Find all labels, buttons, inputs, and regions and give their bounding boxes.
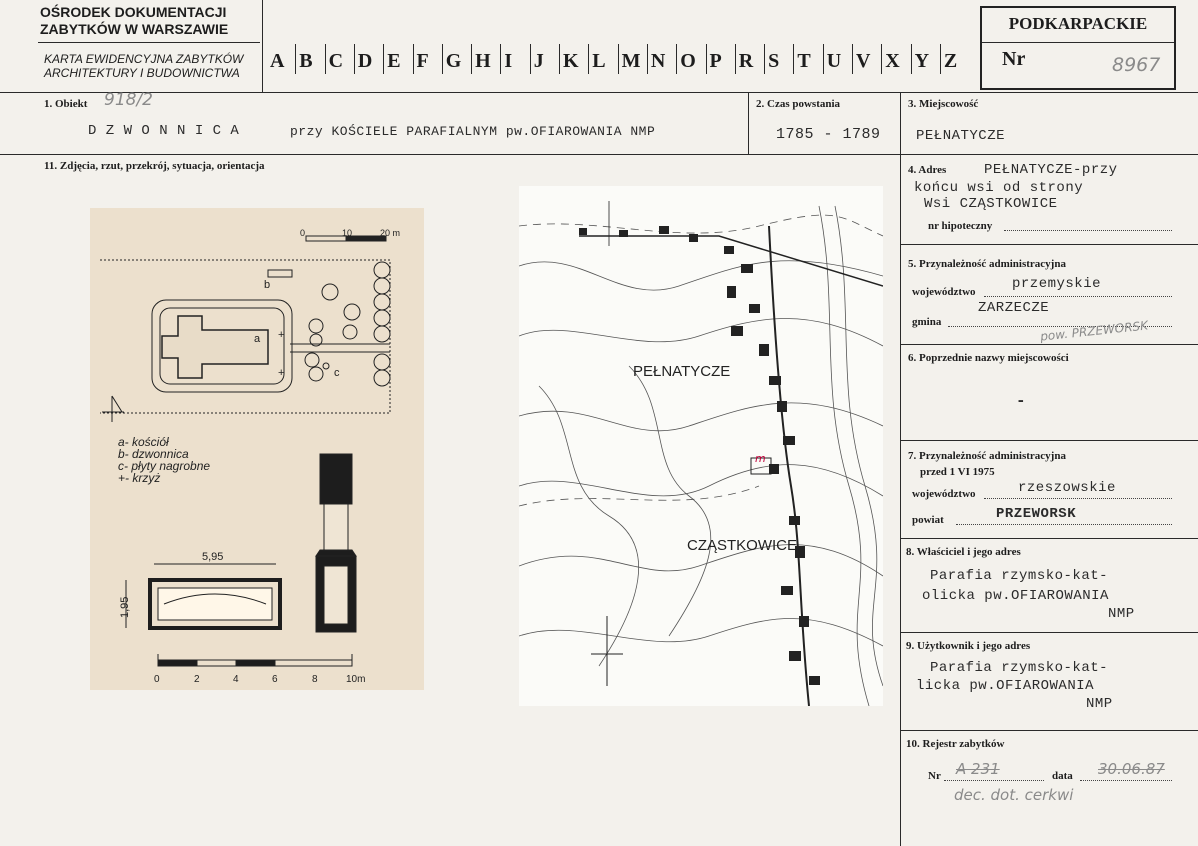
rejestr-nr-value: A 231 [956, 760, 1000, 778]
letter-p: P [709, 50, 722, 72]
obiekt-label: 1. Obiekt [44, 98, 88, 110]
wlasciciel-line2: olicka pw.OFIAROWANIA [922, 588, 1109, 604]
letter-b: B [299, 50, 313, 72]
powiat-label: powiat [912, 514, 944, 526]
obiekt-name: D Z W O N N I C A [88, 123, 240, 139]
org-line1: OŚRODEK DOKUMENTACJI [40, 4, 227, 20]
card-type [44, 52, 243, 80]
letter-c: C [328, 50, 344, 72]
letter-i: I [504, 50, 513, 72]
uzytkownik-line2: licka pw.OFIAROWANIA [916, 678, 1095, 694]
mark-b: b [264, 279, 271, 291]
letter-r: R [738, 50, 754, 72]
org-name [40, 4, 228, 38]
letter-t: T [797, 50, 811, 72]
scale-top-20: 20 m [380, 228, 401, 238]
miejscowosc-value: PEŁNATYCZE [916, 128, 1006, 144]
letter-h: H [475, 50, 491, 72]
zdjecia-label: 11. Zdjęcia, rzut, przekrój, sytuacja, orientacja [44, 160, 265, 172]
przed-label: przed 1 VI 1975 [920, 466, 995, 478]
scale-b-10: 10m [346, 674, 366, 685]
wlasciciel-line1: Parafia rzymsko-kat- [930, 568, 1109, 584]
czas-label: 2. Czas powstania [756, 98, 841, 110]
gmina-value: ZARZECZE [978, 300, 1050, 316]
letter-o: O [680, 50, 696, 72]
site-plan-drawing [90, 208, 424, 690]
dim-width: 5,95 [202, 551, 224, 563]
czas-value: 1785 - 1789 [776, 126, 881, 143]
scale-b-8: 8 [312, 674, 318, 685]
letter-j: J [533, 50, 544, 72]
przyn7-label: 7. Przynależność administracyjna [908, 450, 1066, 462]
adres-label: 4. Adres [908, 164, 947, 176]
letter-l: L [592, 50, 606, 72]
card-line2: ARCHITEKTURY I BUDOWNICTWA [44, 66, 240, 80]
adres-line2: końcu wsi od strony [914, 180, 1084, 196]
miejscowosc-label: 3. Miejscowość [908, 98, 979, 110]
mark-c: c [334, 367, 340, 379]
rejestr-data-value: 30.06.87 [1098, 760, 1165, 778]
poprzednie-label: 6. Poprzednie nazwy miejscowości [908, 352, 1069, 364]
nr-value: 8967 [1112, 54, 1161, 76]
nr-hipoteczny-label: nr hipoteczny [928, 220, 993, 232]
org-line2: ZABYTKÓW W WARSZAWIE [40, 21, 229, 37]
letter-n: N [650, 50, 666, 72]
nr-label: Nr [1002, 48, 1026, 70]
region-name: PODKARPACKIE [1008, 14, 1148, 33]
legend-cross: +- krzyż [118, 471, 161, 485]
card-line1: KARTA EWIDENCYJNA ZABYTKÓW [44, 52, 244, 66]
letter-x: X [885, 50, 900, 72]
letter-z: Z [943, 50, 958, 72]
rejestr-note: dec. dot. cerkwi [954, 786, 1074, 804]
poprzednie-value: - [1016, 392, 1027, 410]
map-village-1: PEŁNATYCZE [633, 363, 731, 380]
letter-v: V [856, 50, 871, 72]
adres-line1: PEŁNATYCZE-przy [984, 162, 1118, 178]
mark-a: a [254, 333, 261, 345]
scale-top-0: 0 [300, 228, 306, 238]
letter-y: Y [914, 50, 930, 72]
svg-text:+: + [278, 329, 285, 341]
letter-d: D [357, 50, 373, 72]
obiekt-desc: przy KOŚCIELE PARAFIALNYM pw.OFIAROWANIA NMP [290, 124, 656, 139]
woj-label: województwo [912, 286, 976, 298]
powiat-value: PRZEWORSK [996, 506, 1077, 522]
rejestr-data-label: data [1052, 770, 1073, 782]
site-plan-photo [90, 208, 424, 690]
scale-b-4: 4 [233, 674, 239, 685]
woj7-label: województwo [912, 488, 976, 500]
region-box [980, 6, 1176, 90]
rejestr-nr-label: Nr [928, 770, 941, 782]
uzytkownik-label: 9. Użytkownik i jego adres [906, 640, 1031, 652]
letter-m: M [621, 50, 641, 72]
letter-a: A [270, 50, 285, 72]
przyn-label: 5. Przynależność administracyjna [908, 258, 1066, 270]
legend-b: b- dzwonnica [118, 447, 189, 461]
wlasciciel-label: 8. Właściciel i jego adres [906, 546, 1021, 558]
location-map-photo [519, 186, 883, 706]
gmina-note: pow. PRZEWORSK [1039, 318, 1149, 344]
woj7-value: rzeszowskie [1018, 480, 1116, 496]
gmina-label: gmina [912, 316, 942, 328]
rejestr-label: 10. Rejestr zabytków [906, 738, 1005, 750]
uzytkownik-line3: NMP [1086, 696, 1113, 712]
scale-b-2: 2 [194, 674, 200, 685]
uzytkownik-line1: Parafia rzymsko-kat- [930, 660, 1109, 676]
legend-c: c- płyty nagrobne [118, 459, 211, 473]
svg-text:+: + [278, 367, 285, 379]
letter-u: U [826, 50, 842, 72]
wlasciciel-line3: NMP [1108, 606, 1135, 622]
woj-value: przemyskie [1012, 276, 1102, 292]
scale-b-0: 0 [154, 674, 160, 685]
obiekt-code: 918/2 [104, 90, 153, 110]
adres-line3: Wsi CZĄSTKOWICE [924, 196, 1058, 212]
map-village-2: CZĄSTKOWICE [687, 537, 798, 554]
letter-e: E [387, 50, 401, 72]
legend-a: a- kościół [118, 435, 169, 449]
scale-b-6: 6 [272, 674, 278, 685]
letter-g: G [445, 50, 462, 72]
dim-height: 1,95 [119, 596, 131, 618]
scale-top-10: 10 [342, 228, 353, 238]
letter-f: F [416, 50, 429, 72]
location-map [519, 186, 883, 706]
letter-k: K [563, 50, 579, 72]
letter-s: S [768, 50, 780, 72]
svg-text:m: m [755, 452, 766, 465]
